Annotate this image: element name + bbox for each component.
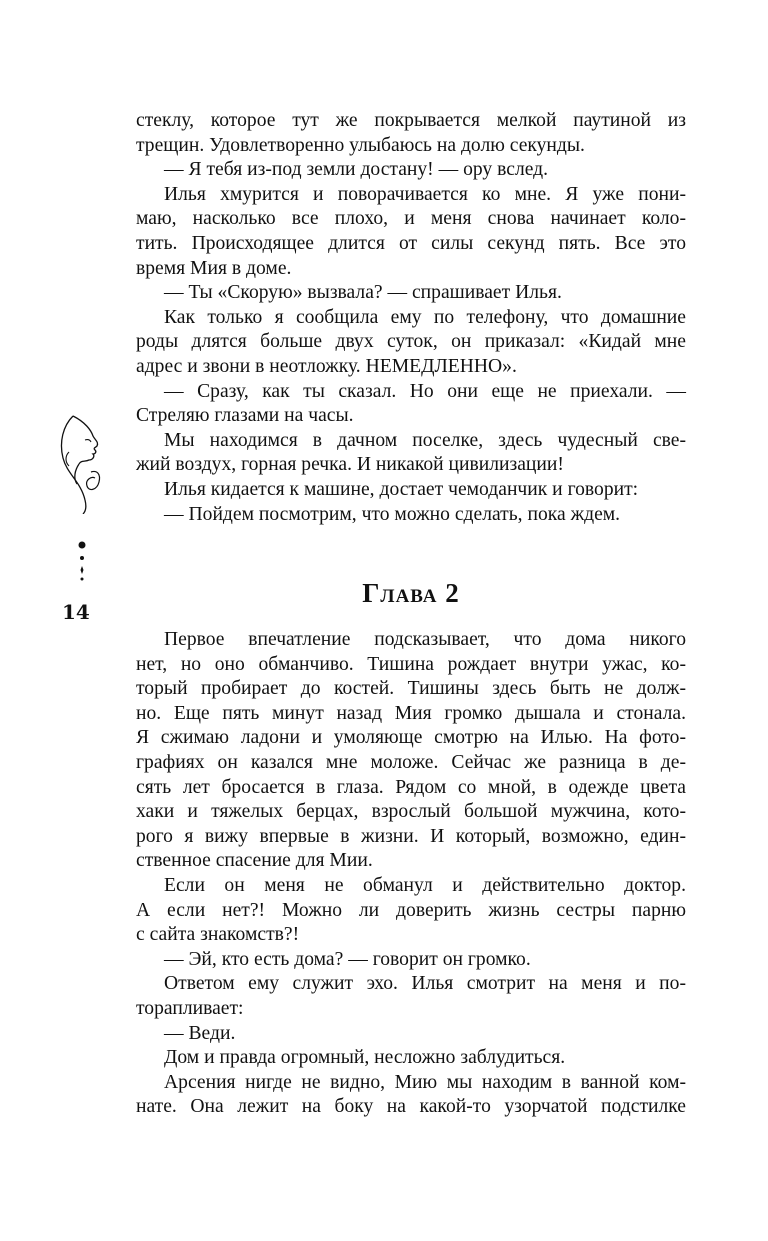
text-line: адрес и звони в неотложку. НЕМЕДЛЕННО». bbox=[136, 355, 517, 377]
text-line: нате. Она лежит на боку на какой-то узорчатой подстилке bbox=[136, 1096, 686, 1118]
text-line: Первое впечатление подсказывает, что дома никого bbox=[164, 629, 686, 650]
text-line: — Эй, кто есть дома? — говорит он громко. bbox=[164, 948, 531, 970]
text-line: Илья кидается к машине, достает чемоданчик и говорит: bbox=[164, 478, 639, 500]
text-line: торый пробирает до костей. Тишины здесь быть не долж- bbox=[136, 678, 686, 700]
text-line: — Я тебя из-под земли достану! — ору вслед. bbox=[164, 159, 549, 181]
text-line: Если он меня не обманул и действительно доктор. bbox=[164, 874, 686, 896]
text-line: жий воздух, горная речка. И никакой цивилизации! bbox=[136, 454, 564, 476]
text-line: Арсения нигде не видно, Мию мы находим в ванной ком- bbox=[164, 1071, 686, 1093]
page-number: 14 bbox=[62, 600, 90, 624]
text-line: А если нет?! Можно ли доверить жизнь сестры парню bbox=[136, 899, 686, 921]
text-line: — Веди. bbox=[164, 1022, 236, 1044]
text-line: время Мия в доме. bbox=[136, 257, 292, 279]
text-line: трещин. Удовлетворенно улыбаюсь на долю секунды. bbox=[136, 134, 585, 156]
text-line: Дом и правда огромный, несложно заблудиться. bbox=[164, 1047, 566, 1069]
text-line: Мы находимся в дачном поселке, здесь чудесный све- bbox=[164, 429, 686, 451]
text-line: Как только я сообщила ему по телефону, что домашние bbox=[164, 306, 686, 328]
text-line: Ответом ему служит эхо. Илья смотрит на меня и по- bbox=[164, 973, 686, 995]
text-line: тить. Происходящее длится от силы секунд пять. Все это bbox=[136, 232, 686, 254]
text-line: но. Еще пять минут назад Мия громко дышала и стонала. bbox=[136, 702, 686, 724]
text-line: Илья хмурится и поворачивается ко мне. Я уже пони- bbox=[164, 183, 686, 205]
text-line: сять лет бросается в глаза. Рядом со мной, в одежде цвета bbox=[136, 776, 686, 798]
text-line: — Пойдем посмотрим, что можно сделать, пока ждем. bbox=[164, 503, 621, 525]
chapter-title: Глава 2 bbox=[362, 578, 460, 608]
bottom-text-block bbox=[136, 628, 686, 1120]
text-line: ственное спасение для Мии. bbox=[136, 850, 373, 872]
text-line: стеклу, которое тут же покрывается мелкой паутиной из bbox=[136, 110, 686, 131]
text-line: маю, насколько все плохо, и меня снова начинает коло- bbox=[136, 208, 686, 230]
text-line: Я сжимаю ладони и умоляюще смотрю на Илью. На фото- bbox=[136, 727, 686, 749]
text-line: Стреляю глазами на часы. bbox=[136, 405, 354, 427]
text-line: хаки и тяжелых берцах, взрослый большой мужчина, кото- bbox=[136, 801, 686, 823]
text-line: нет, но оно обманчиво. Тишина рождает внутри ужас, ко- bbox=[136, 653, 686, 675]
text-line: — Ты «Скорую» вызвала? — спрашивает Илья. bbox=[164, 282, 562, 304]
text-line: — Сразу, как ты сказал. Но они еще не приехали. — bbox=[164, 380, 686, 402]
text-line: торапливает: bbox=[136, 997, 244, 1019]
text-line: роды длятся больше двух суток, он приказал: «Кидай мне bbox=[136, 331, 686, 353]
text-line: рого я вижу впервые в жизни. И который, возможно, един- bbox=[136, 825, 686, 847]
face-profile-ornament-icon bbox=[55, 412, 115, 514]
text-line: с сайта знакомств?! bbox=[136, 924, 300, 946]
text-line: графиях он казался мне моложе. Сейчас же разница в де- bbox=[136, 751, 686, 773]
top-text-block bbox=[136, 109, 686, 527]
dots-ornament-icon bbox=[74, 540, 90, 582]
